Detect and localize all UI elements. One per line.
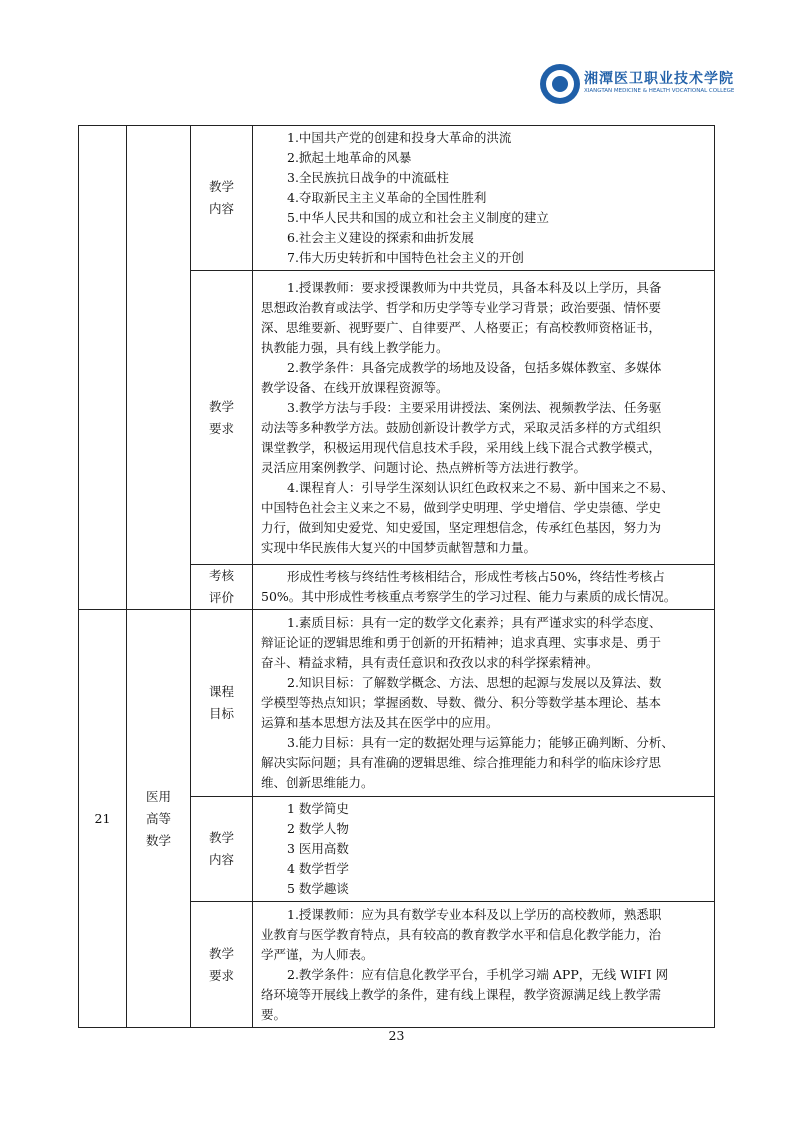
page-number: 23 (388, 1028, 405, 1043)
course-number: 21 (79, 610, 127, 1028)
row-label-teaching-requirements: 教学 要求 (191, 271, 253, 565)
college-name-en: XIANGTAN MEDICINE & HEALTH VOCATIONAL COLLEGE (584, 88, 735, 94)
list-item: 3 医用高数 (287, 841, 349, 856)
row-label-teaching-content: 教学 内容 (191, 126, 253, 271)
list-item: 5 数学趣谈 (287, 881, 349, 896)
college-name: 湘潭医卫职业技术学院 (584, 71, 734, 87)
teaching-content-cell (253, 126, 715, 271)
row-label-assessment: 考核 评价 (191, 565, 253, 610)
list-item: 5.中华人民共和国的成立和社会主义制度的建立 (287, 210, 549, 225)
curriculum-table (78, 125, 715, 1028)
list-item: 6.社会主义建设的探索和曲折发展 (287, 230, 474, 245)
list-item: 4 数学哲学 (287, 861, 349, 876)
course-name: 医用 高等 数学 (127, 610, 191, 1028)
course-name-cell (127, 126, 191, 610)
college-seal-icon (540, 64, 580, 104)
course-goals-cell: 1.素质目标：具有一定的数学文化素养；具有严谨求实的科学态度、 辩证论证的逻辑思维和勇于创新的开拓精神；追求真理、实事求是、勇于 奋斗、精益求精，具有责任意识和孜孜以求的科学探索精神。 2.知识目标：了解数学概念、方法、思想的起源与发展以及算法、数 学模型等热点知识；掌握函数、导数、微分、积分等数学基本理论、基本 运算和基本思想方法及其在医学中的应用。 3.能力目标：具有一定的数据处理与运算能力；能够正确判断、分析、 解决实际问题；具有准确的逻辑思维、综合推理能力和科学的临床诊疗思 维、创新思维能力。 (253, 610, 715, 797)
college-logo (540, 64, 735, 108)
list-item: 2 数学人物 (287, 821, 349, 836)
list-item: 1 数学简史 (287, 801, 349, 816)
row-label-course-goals: 课程 目标 (191, 610, 253, 797)
assessment-cell: 形成性考核与终结性考核相结合，形成性考核占50%，终结性考核占 50%。其中形成性考核重点考察学生的学习过程、能力与素质的成长情况。 (253, 565, 715, 610)
teaching-content-cell (253, 797, 715, 902)
course-number-cell (79, 126, 127, 610)
list-item: 1.中国共产党的创建和投身大革命的洪流 (287, 130, 512, 145)
list-item: 7.伟大历史转折和中国特色社会主义的开创 (287, 250, 524, 265)
table-row (79, 610, 715, 797)
teaching-requirements-cell: 1.授课教师：要求授课教师为中共党员，具备本科及以上学历，具备 思想政治教育或法学、哲学和历史学等专业学习背景；政治要强、情怀要 深、思维要新、视野要广、自律要严、人格要正；有高校教师资格证书， 执教能力强，具有线上教学能力。 2.教学条件：具备完成教学的场地及设备，包括多媒体教室、多媒体 教学设备、在线开放课程资源等。 3.教学方法与手段：主要采用讲授法、案例法、视频教学法、任务驱 动法等多种教学方法。鼓励创新设计教学方式，采取灵活多样的方式组织 课堂教学，积极运用现代信息技术手段，采用线上线下混合式教学模式， 灵活应用案例教学、问题讨论、热点辨析等方法进行教学。 4.课程育人：引导学生深刻认识红色政权来之不易、新中国来之不易、 中国特色社会主义来之不易，做到学史明理、学史增信、学史崇德、学史 力行，做到知史爱党、知史爱国，坚定理想信念，传承红色基因，努力为 实现中华民族伟大复兴的中国梦贡献智慧和力量。 (253, 271, 715, 565)
list-item: 2.掀起土地革命的风暴 (287, 150, 412, 165)
table-row (79, 126, 715, 271)
list-item: 4.夺取新民主主义革命的全国性胜利 (287, 190, 487, 205)
list-item: 3.全民族抗日战争的中流砥柱 (287, 170, 449, 185)
row-label-teaching-content: 教学 内容 (191, 797, 253, 902)
row-label-teaching-requirements: 教学 要求 (191, 902, 253, 1028)
teaching-requirements-cell: 1.授课教师：应为具有数学专业本科及以上学历的高校教师，熟悉职 业教育与医学教育特点，具有较高的教育教学水平和信息化教学能力，治 学严谨，为人师表。 2.教学条件：应有信息化教学平台，手机学习端 APP，无线 WIFI 网 络环境等开展线上教学的条件，建有线上课程，教学资源满足线上教学需 要。 (253, 902, 715, 1028)
